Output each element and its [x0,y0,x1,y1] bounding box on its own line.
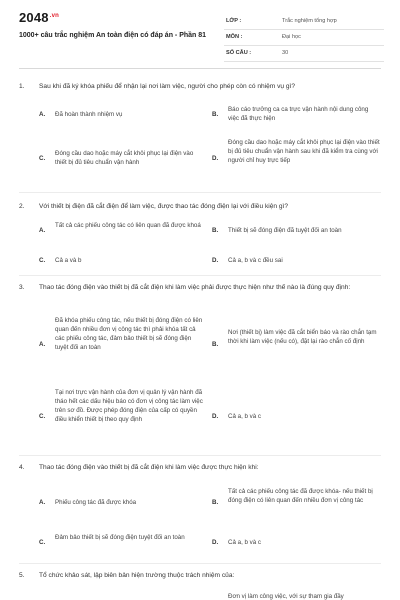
meta-value: Đại học [282,34,301,40]
question-number: 4. [19,464,25,471]
option-text: Đơn vị làm công việc, với sự tham gia đầy [228,593,344,600]
question-text: Thao tác đóng điện vào thiết bị đã cắt điện khi làm việc được thực hiện khi: [39,464,259,471]
option-3d[interactable] [212,412,382,424]
option-letter: D. [212,539,219,546]
meta-key: MÔN : [226,34,243,40]
meta-key: SỐ CÂU : [226,50,252,56]
document-header [0,0,400,68]
option-text: Phiếu công tác đã được khóa [55,499,137,506]
option-text: Nơi (thiết bị) làm việc đã cắt biển báo và rào chắn tạm thời khi làm việc (nếu có), đặt lại rào chắn cố định [228,329,377,345]
option-text: Tất cả các phiếu công tác có liên quan đã được khoá [55,222,201,229]
question-divider [19,275,381,276]
option-text: Đã khóa phiếu công tác, nếu thiết bị đóng điện có liên quan đến nhiều đơn vị công tác thì phải khóa tất cả các phiếu công tác, đảm bảo thiết bị sẽ đóng điện tuyệt đối an toàn [55,317,203,351]
option-text: Báo cáo trưởng ca ca trực vận hành nội dung công việc đã thực hiện [228,106,369,122]
option-4c[interactable] [39,533,209,553]
option-letter: C. [39,413,46,420]
option-2b[interactable] [212,221,382,241]
option-1b[interactable] [212,105,382,125]
option-letter: D. [212,413,219,420]
option-letter: A. [39,111,46,118]
option-text: Tất cả các phiếu công tác đã được khóa- nếu thiết bị đóng điện có liên quan đến nhiều đơn vị công tác [228,488,373,504]
option-letter: A. [39,227,46,234]
option-2d[interactable] [212,256,382,268]
question-number: 1. [19,83,25,90]
question-divider [19,192,381,193]
meta-row-class [224,14,384,30]
option-text: Đã hoàn thành nhiệm vụ [55,111,123,118]
option-3c[interactable] [39,388,209,444]
option-text: Đóng cầu dao hoặc máy cắt khôi phục lại điện vào thiết bị đủ tiêu chuẩn vận hành [55,150,194,166]
option-letter: C. [39,539,46,546]
question-text: Với thiết bị điện đã cắt điện để làm việc, được thao tác đóng điện lại với điều kiện gì? [39,203,289,210]
option-4a[interactable] [39,498,209,510]
option-letter: B. [212,499,219,506]
question-text: Sau khi đã ký khóa phiếu để nhận lại nơi làm việc, người cho phép còn có nhiệm vụ gì? [39,83,296,90]
question-divider [19,563,381,564]
option-letter: D. [212,257,219,264]
option-1a[interactable] [39,105,209,125]
question-text: Thao tác đóng điện vào thiết bị đã cắt điện khi làm việc phải được thực hiện như thế nào là đúng quy định: [39,284,351,291]
option-4d[interactable] [212,538,382,550]
option-text: Cả a, b và c [228,413,262,420]
option-text: Cả a và b [55,257,82,264]
option-letter: C. [39,257,46,264]
meta-value: 30 [282,50,289,56]
option-text: Thiết bị sẽ đóng điện đã tuyệt đối an toàn [228,227,342,234]
option-2c[interactable] [39,256,209,268]
question-number: 3. [19,284,25,291]
option-text: Cả a, b và c đều sai [228,257,283,264]
option-text: Tại nơi trực vận hành của đơn vị quản lý vận hành đã tháo hết các dấu hiệu báo có đơn vị công tác làm việc trên sơ đồ. Được phép đóng điện của cấp có quyền điều khiển thiết bị theo quy định [55,389,203,423]
option-5b[interactable] [212,592,382,600]
header-divider [19,68,381,69]
meta-row-subject [224,30,384,46]
meta-value: Trắc nghiệm tổng hợp [282,18,337,24]
option-letter: A. [39,499,46,506]
logo-suffix: .vn [49,12,60,19]
logo-text: 2048 [19,10,49,25]
meta-table [224,14,384,62]
option-3b[interactable] [212,328,382,360]
site-logo[interactable] [19,10,59,25]
meta-row-count [224,46,384,62]
option-letter: B. [212,111,219,118]
question-text: Tổ chức khảo sát, lập biên bản hiện trường thuộc trách nhiệm của: [39,572,235,579]
option-text: Đóng cầu dao hoặc máy cắt khôi phục lại điện vào thiết bị đủ tiêu chuẩn vận hành sau khi đã kiểm tra cùng với người chỉ huy trực tiếp [228,139,380,164]
option-letter: D. [212,155,219,162]
option-1d[interactable] [212,138,382,182]
question-number: 5. [19,572,25,579]
option-letter: B. [212,227,219,234]
option-text: Cả a, b và c [228,539,262,546]
meta-key: LỚP : [226,18,242,24]
option-2a[interactable] [39,221,209,241]
option-3a[interactable] [39,316,209,372]
option-4b[interactable] [212,487,382,517]
option-letter: B. [212,341,219,348]
option-1c[interactable] [39,142,209,182]
option-text: Đảm bảo thiết bị sẽ đóng điện tuyệt đối an toàn [55,534,185,541]
document-title: 1000+ câu trắc nghiệm An toàn điện có đáp án - Phần 81 [19,32,207,39]
option-letter: A. [39,341,46,348]
question-divider [19,455,381,456]
option-letter: C. [39,155,46,162]
question-number: 2. [19,203,25,210]
